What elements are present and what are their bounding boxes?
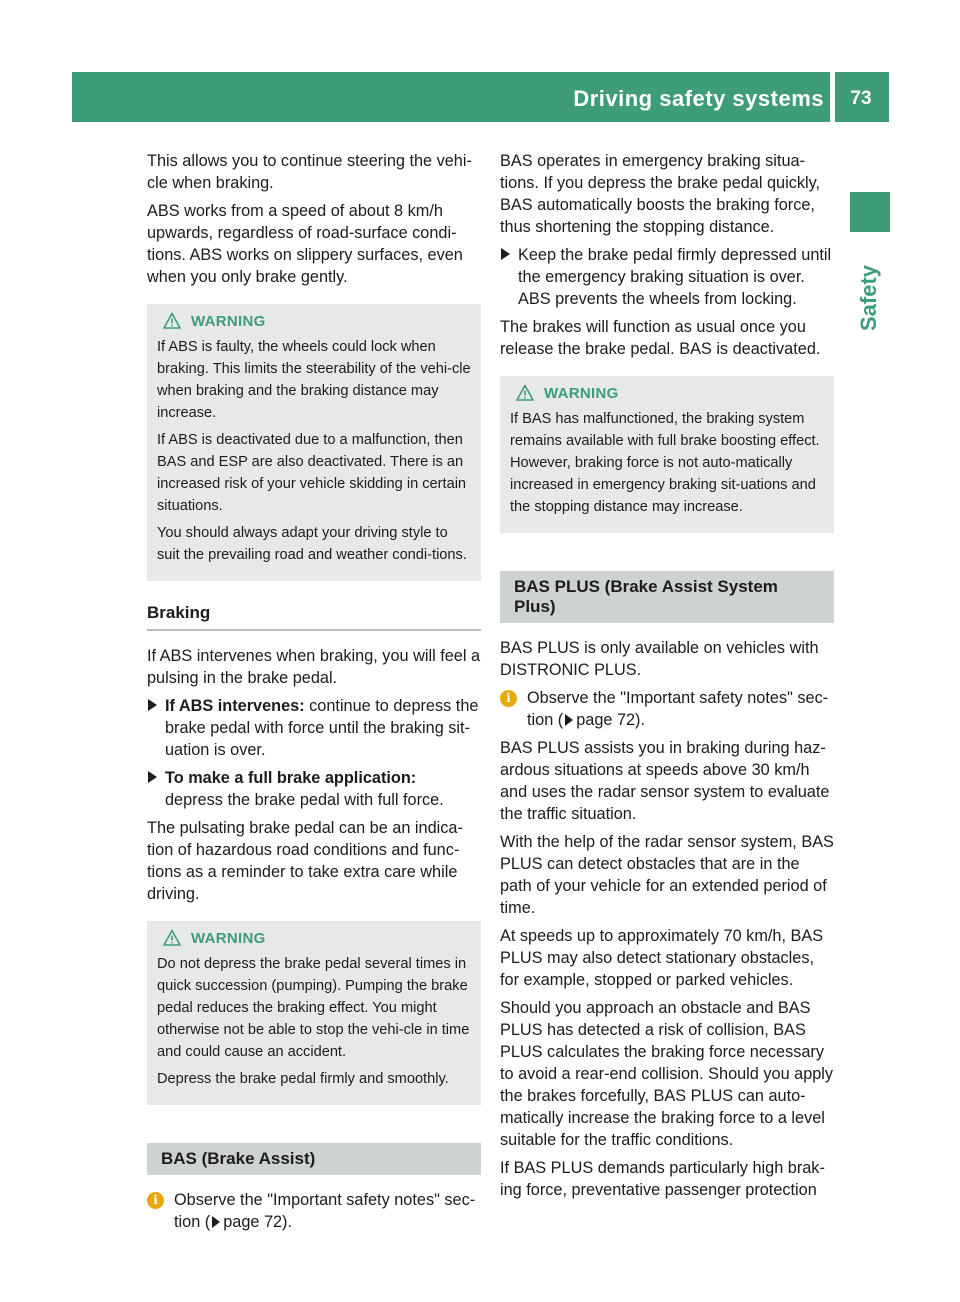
warning-triangle-icon — [163, 929, 181, 947]
bas-plus-heading: BAS PLUS (Brake Assist System Plus) — [500, 571, 834, 623]
page-reference-icon — [212, 1216, 220, 1228]
section-title: Driving safety systems — [573, 86, 824, 111]
info-note — [147, 1189, 481, 1233]
warning-text: If ABS is deactivated due to a malfunction, then BAS and ESP are also deactivated. There is an increased risk of your vehicle skidding in certain situations. — [157, 432, 467, 514]
warning-triangle-icon — [516, 384, 534, 402]
paragraph: ABS works from a speed of about 8 km/h upwards, regardless of road-surface condi-tions. ABS works on slippery surfaces, even when you only brake gently. — [147, 202, 463, 286]
page-number: 73 — [850, 88, 872, 109]
paragraph: The brakes will function as usual once you release the brake pedal. BAS is deactivated. — [500, 318, 821, 358]
braking-heading: Braking — [147, 603, 481, 631]
step-result: ABS prevents the wheels from locking. — [518, 290, 797, 308]
step-item — [147, 695, 481, 761]
warning-header — [163, 929, 471, 947]
step-label: To make a full brake application: — [165, 769, 417, 787]
bas-heading: BAS (Brake Assist) — [147, 1143, 481, 1175]
step-item — [147, 767, 481, 811]
warning-title: WARNING — [191, 929, 266, 947]
paragraph: BAS operates in emergency braking situa-tions. If you depress the brake pedal quickly, BAS automatically boosts the braking force, thus shortening the stopping distance. — [500, 152, 821, 236]
paragraph: If BAS PLUS demands particularly high brak-ing force, preventative passenger protection — [500, 1159, 825, 1199]
note-text: Observe the "Important safety notes" sec-tion ( — [527, 689, 829, 729]
step-label: If ABS intervenes: — [165, 697, 305, 715]
left-column — [147, 150, 481, 1239]
warning-box — [147, 921, 481, 1105]
warning-title: WARNING — [544, 384, 619, 402]
paragraph: If ABS intervenes when braking, you will feel a pulsing in the brake pedal. — [147, 647, 481, 687]
info-icon: i — [147, 1192, 164, 1209]
side-tab — [848, 248, 890, 348]
paragraph: With the help of the radar sensor system, BAS PLUS can detect obstacles that are in the path of your vehicle for an extended period of time. — [500, 833, 834, 917]
step-item — [500, 244, 834, 310]
info-icon: i — [500, 690, 517, 707]
step-text: depress the brake pedal with full force. — [165, 791, 444, 809]
step-arrow-icon — [148, 771, 157, 783]
warning-title: WARNING — [191, 312, 266, 330]
warning-text: You should always adapt your driving style to suit the prevailing road and weather condi-tions. — [157, 525, 467, 563]
side-tab-label: Safety — [856, 264, 881, 332]
warning-text: Depress the brake pedal firmly and smoothly. — [157, 1071, 449, 1087]
side-marker — [850, 192, 890, 232]
step-text: Keep the brake pedal firmly depressed until the emergency braking situation is over. — [518, 246, 832, 286]
page-reference-link[interactable]: page 72). — [576, 711, 646, 729]
info-note — [500, 687, 834, 731]
paragraph: This allows you to continue steering the vehi-cle when braking. — [147, 152, 472, 192]
warning-box — [147, 304, 481, 581]
page-reference-icon — [565, 714, 573, 726]
page-reference-link[interactable]: page 72). — [223, 1213, 293, 1231]
warning-box — [500, 376, 834, 533]
paragraph: BAS PLUS assists you in braking during haz-ardous situations at speeds above 30 km/h and uses the radar sensor system to evaluate the traffic situation. — [500, 739, 830, 823]
warning-triangle-icon — [163, 312, 181, 330]
paragraph: Should you approach an obstacle and BAS PLUS has detected a risk of collision, BAS PLUS calculates the braking force necessary to avoid a rear-end collision. Should you apply the brakes forcefully, BAS PLUS can auto-matically increase the braking force to a level suitable for the traffic conditions. — [500, 999, 834, 1149]
warning-text: If BAS has malfunctioned, the braking system remains available with full brake boosting effect. However, braking force is not auto-matically increased in emergency braking sit-uations and the stopping distance may increase. — [510, 411, 820, 515]
warning-header — [163, 312, 471, 330]
right-column — [500, 150, 834, 1201]
warning-text: Do not depress the brake pedal several times in quick succession (pumping). Pumping the brake pedal reduces the braking effect. You might otherwise not be able to stop the vehi-cle in time and could cause an accident. — [157, 956, 470, 1060]
paragraph: The pulsating brake pedal can be an indica-tion of hazardous road conditions and func-tions as a reminder to take extra care while driving. — [147, 819, 463, 903]
step-arrow-icon — [148, 699, 157, 711]
step-arrow-icon — [501, 248, 510, 260]
warning-text: If ABS is faulty, the wheels could lock when braking. This limits the steerability of the vehi-cle when braking and the braking distance may increase. — [157, 339, 471, 421]
paragraph: At speeds up to approximately 70 km/h, BAS PLUS may also detect stationary obstacles, for example, stopped or parked vehicles. — [500, 927, 824, 989]
step-text: continue to depress the brake pedal with force until the braking sit-uation is over. — [165, 697, 479, 759]
note-text: Observe the "Important safety notes" sec-tion ( — [174, 1191, 476, 1231]
paragraph: BAS PLUS is only available on vehicles with DISTRONIC PLUS. — [500, 639, 819, 679]
warning-header — [516, 384, 824, 402]
header-separator — [830, 72, 835, 122]
